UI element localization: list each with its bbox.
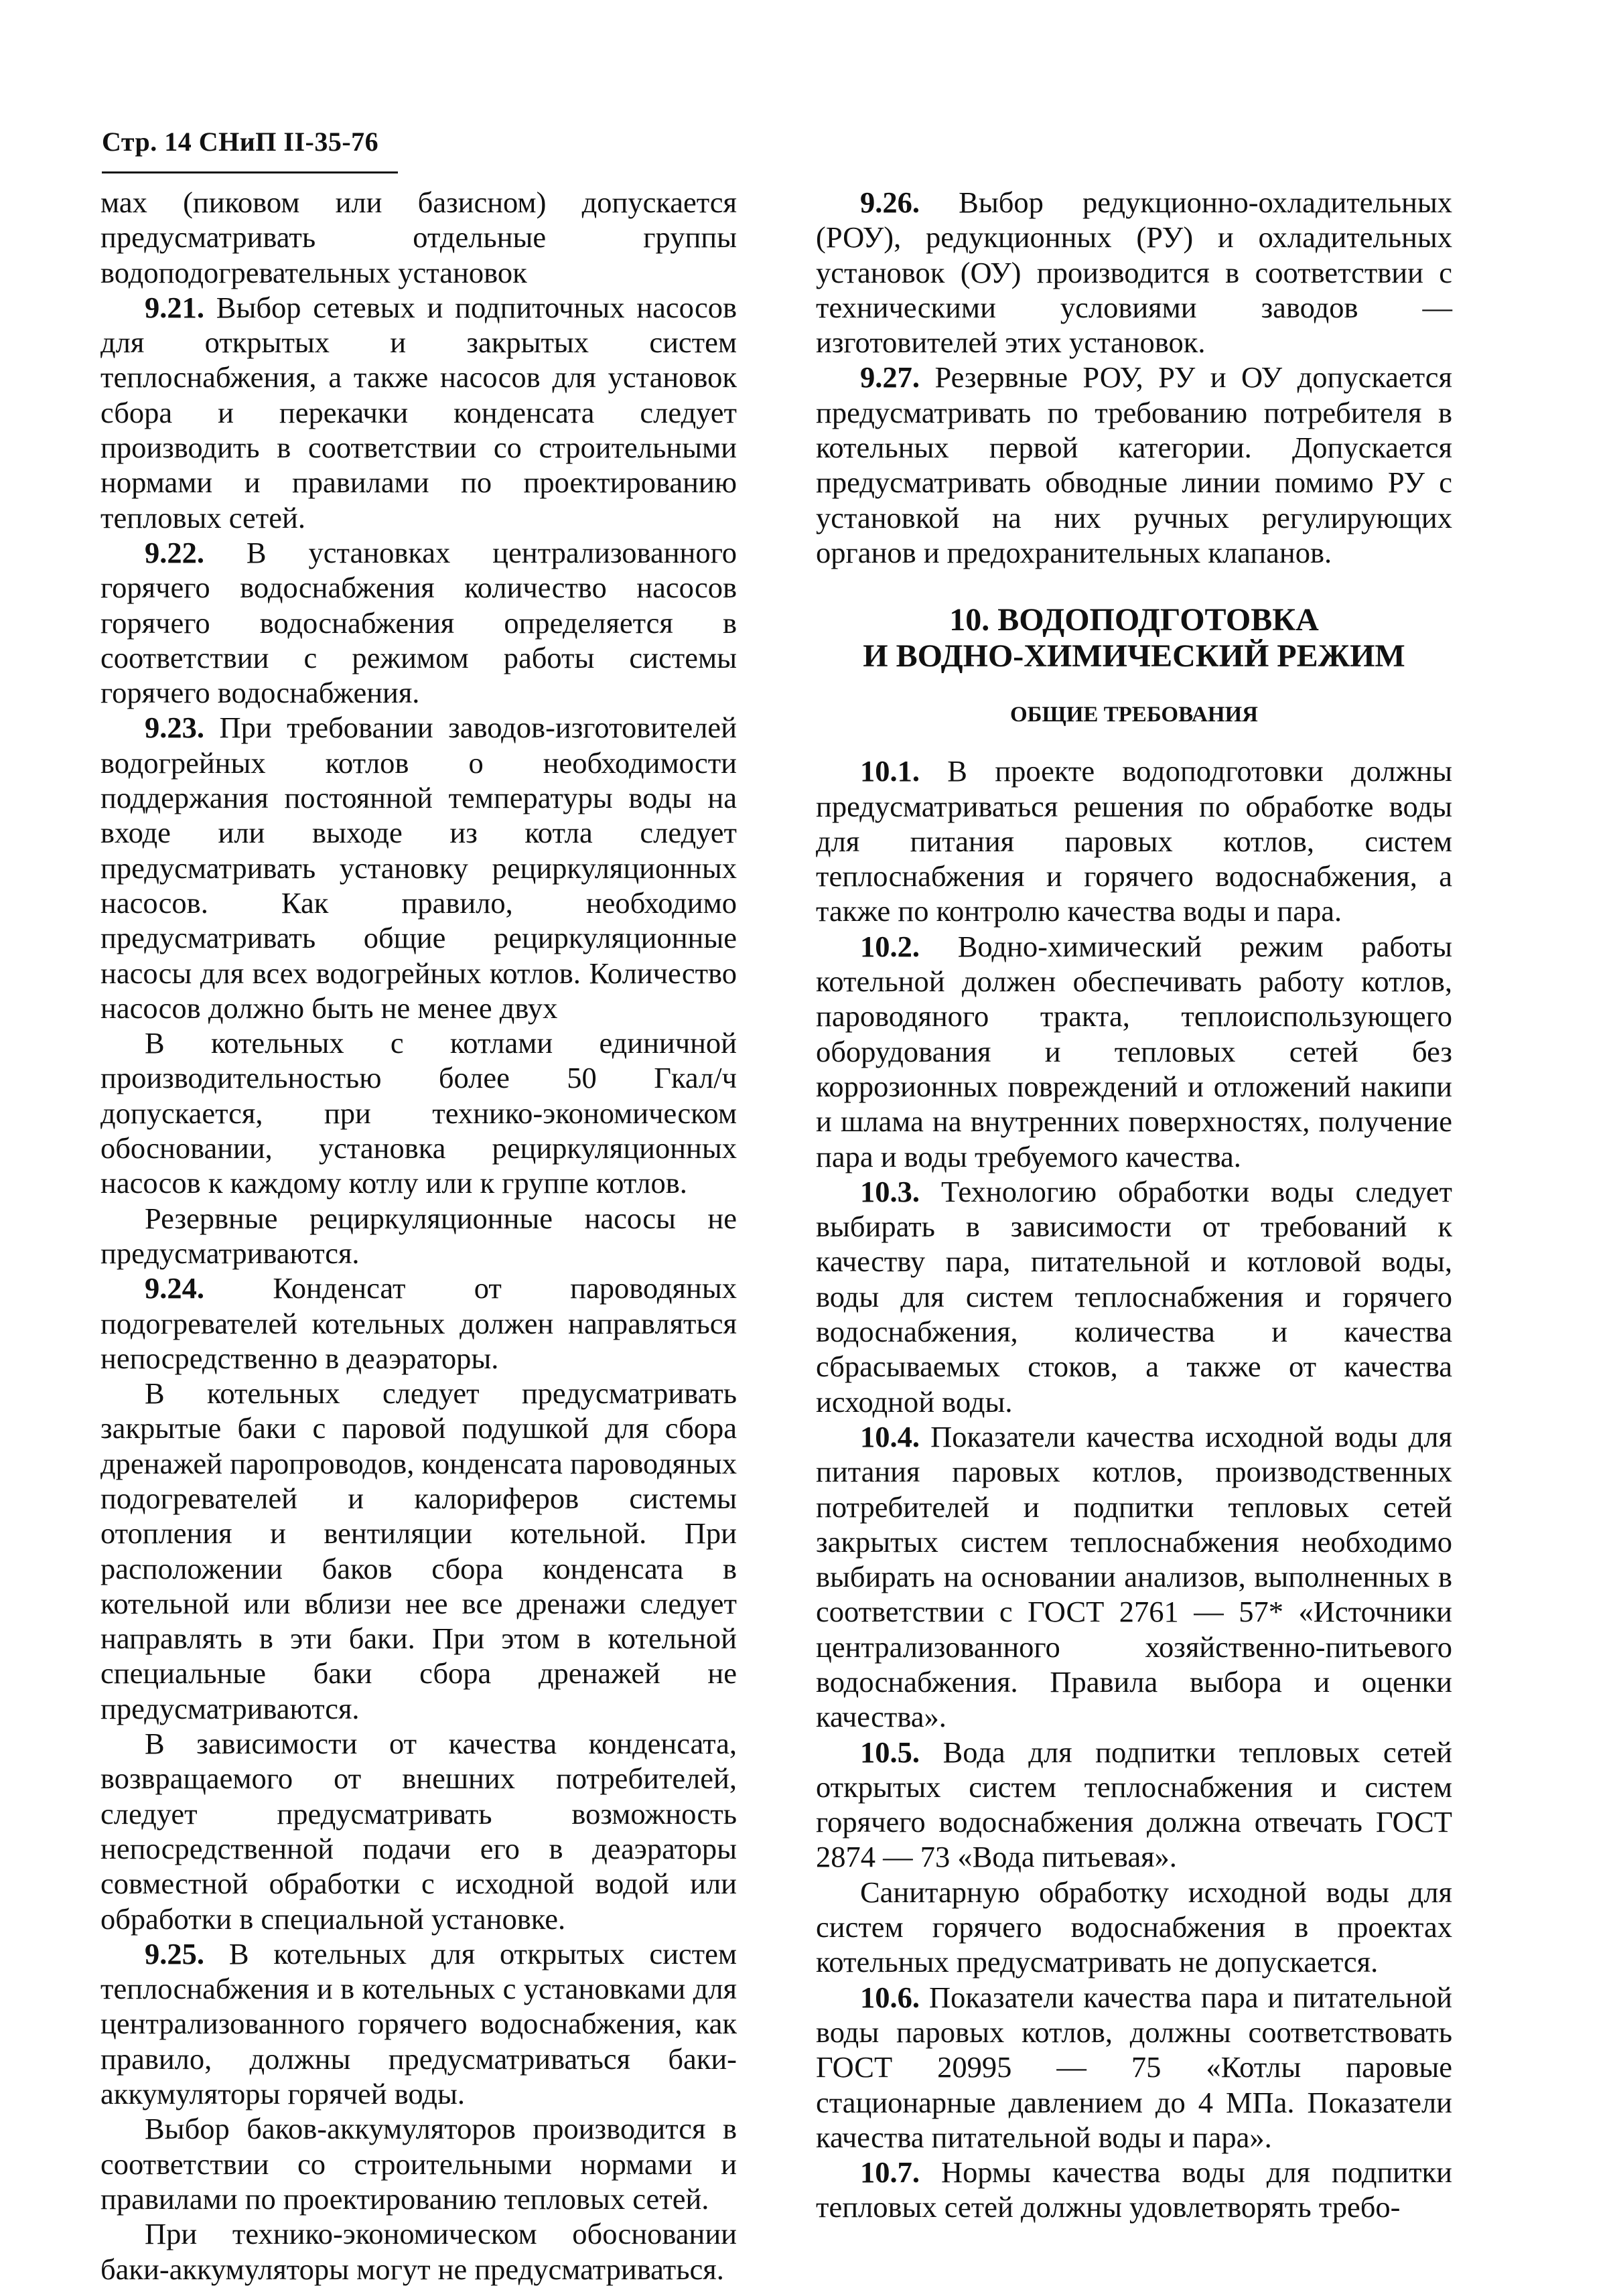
paragraph-text: Выбор редукционно-охладительных (РОУ), редукционных (РУ) и охладительных установок (ОУ) производится в соответствии с техническими условиями заводов — изготовителей этих установок. bbox=[816, 186, 1452, 360]
clause-number: 9.23. bbox=[145, 711, 204, 745]
paragraph-text: Показатели качества пара и питательной воды паровых котлов, должны соответствовать ГОСТ 20995 — 75 «Котлы паровые стационарные давлением до 4 МПа. Показатели качества питательной воды и пара». bbox=[816, 1980, 1452, 2154]
paragraph-text: В проекте водоподготовки должны предусматриваться решения по обработке воды для питания паровых котлов, систем теплоснабжения и горячего водоснабжения, а также по контролю качества воды и пара. bbox=[816, 754, 1452, 928]
paragraph bbox=[100, 2111, 737, 2216]
left-column bbox=[100, 185, 737, 2287]
paragraph-text: При требовании заводов-изготовителей водогрейных котлов о необходимости поддержания постоянной температуры воды на входе или выходе из котла следует предусматривать установку рециркуляционных насосов. Как правило, необходимо предусматривать общие рециркуляционные насосы для всех водогрейных котлов. Количество насосов должно быть не менее двух bbox=[100, 711, 737, 1025]
paragraph-text: В котельных следует предусматривать закрытые баки с паровой подушкой для сбора дренажей паропроводов, конденсата пароводяных подогревателей и калориферов системы отопления и вентиляции котельной. При расположении баков сбора конденсата в котельной или вблизи нее все дренажи следует направлять в эти баки. При этом в котельной специальные баки сбора дренажей не предусматриваются. bbox=[100, 1376, 737, 1725]
paragraph-text: Резервные рециркуляционные насосы не предусматриваются. bbox=[100, 1201, 737, 1270]
paragraph bbox=[100, 1201, 737, 1271]
paragraph bbox=[816, 1419, 1452, 1735]
header-rule bbox=[102, 171, 398, 173]
paragraph-text: Выбор сетевых и подпиточных насосов для открытых и закрытых систем теплоснабжения, а также насосов для установок сбора и перекачки конденсата следует производить в соответствии со строительными нормами и правилами по проектированию тепловых сетей. bbox=[100, 290, 737, 534]
right-column bbox=[816, 185, 1452, 2225]
paragraph bbox=[816, 1875, 1452, 1980]
page-header: Стр. 14 СНиП II-35-76 bbox=[102, 127, 379, 157]
section-title bbox=[816, 602, 1452, 674]
paragraph bbox=[816, 1980, 1452, 2155]
paragraph bbox=[100, 2216, 737, 2287]
paragraph-text: Конденсат от пароводяных подогревателей котельных должен направляться непосредственно в деаэраторы. bbox=[100, 1271, 737, 1375]
paragraph-text: При технико-экономическом обосновании баки-аккумуляторы могут не предусматриваться. bbox=[100, 2217, 737, 2286]
paragraph-text: Вода для подпитки тепловых сетей открытых систем теплоснабжения и систем горячего водоснабжения должна отвечать ГОСТ 2874 — 73 «Вода питьевая». bbox=[816, 1735, 1452, 1874]
paragraph bbox=[100, 535, 737, 710]
paragraph-text: Водно-химический режим работы котельной должен обеспечивать работу котлов, пароводяного тракта, теплоиспользующего оборудования и тепловых сетей без коррозионных повреждений и отложений накипи и шлама на внутренних поверхностях, получение пара и воды требуемого качества. bbox=[816, 929, 1452, 1173]
paragraph-text: В котельных с котлами единичной производительностью более 50 Гкал/ч допускается, при технико-экономическом обосновании, установка рециркуляционных насосов к каждому котлу или к группе котлов. bbox=[100, 1026, 737, 1200]
paragraph-text: Показатели качества исходной воды для питания паровых котлов, производственных потребителей и подпитки тепловых сетей закрытых систем теплоснабжения необходимо выбирать на основании анализов, выполненных в соответствии с ГОСТ 2761 — 57* «Источники централизованного хозяйственно-питьевого водоснабжения. Правила выбора и оценки качества». bbox=[816, 1419, 1452, 1734]
paragraph bbox=[100, 1936, 737, 2111]
paragraph bbox=[816, 1735, 1452, 1875]
clause-number: 9.22. bbox=[145, 535, 204, 569]
paragraph bbox=[816, 929, 1452, 1174]
clause-number: 10.3. bbox=[860, 1174, 920, 1208]
clause-number: 9.21. bbox=[145, 290, 204, 324]
paragraph-text: Выбор баков-аккумуляторов производится в соответствии со строительными нормами и правилами по проектированию тепловых сетей. bbox=[100, 2112, 737, 2216]
paragraph-text: Санитарную обработку исходной воды для систем горячего водоснабжения в проектах котельных предусматривать не допускается. bbox=[816, 1875, 1452, 1979]
section-subtitle: ОБЩИЕ ТРЕБОВАНИЯ bbox=[1009, 703, 1259, 727]
paragraph-text: В котельных для открытых систем теплоснабжения и в котельных с установками для централизованного горячего водоснабжения, как правило, должны предусматриваться баки-аккумуляторы горячей воды. bbox=[100, 1936, 737, 2111]
section-title-line: 10. ВОДОПОДГОТОВКА bbox=[949, 602, 1319, 638]
clause-number: 10.1. bbox=[860, 754, 920, 788]
paragraph-text: Технологию обработки воды следует выбирать в зависимости от требований к качеству пара, питательной и котловой воды, воды для систем теплоснабжения и горячего водоснабжения, количества и качества сбрасываемых стоков, а также от качества исходной воды. bbox=[816, 1174, 1452, 1419]
paragraph bbox=[816, 185, 1452, 360]
clause-number: 9.27. bbox=[860, 360, 920, 394]
paragraph bbox=[100, 1271, 737, 1376]
paragraph bbox=[100, 1726, 737, 1936]
paragraph bbox=[816, 754, 1452, 928]
paragraph bbox=[100, 710, 737, 1025]
section-title-line: И ВОДНО-ХИМИЧЕСКИЙ РЕЖИМ bbox=[863, 638, 1405, 674]
paragraph bbox=[816, 1174, 1452, 1419]
paragraph bbox=[100, 1376, 737, 1726]
paragraph bbox=[100, 290, 737, 535]
paragraph-text: Резервные РОУ, РУ и ОУ допускается предусматривать по требованию потребителя в котельных первой категории. Допускается предусматривать обводные линии помимо РУ с установкой на них ручных регулирующих органов и предохранительных клапанов. bbox=[816, 360, 1452, 569]
clause-number: 10.6. bbox=[860, 1980, 920, 2014]
paragraph bbox=[816, 360, 1452, 570]
clause-number: 9.25. bbox=[145, 1936, 204, 1970]
clause-number: 10.7. bbox=[860, 2155, 920, 2190]
clause-number: 10.4. bbox=[860, 1419, 920, 1453]
paragraph bbox=[100, 1025, 737, 1200]
clause-number: 9.24. bbox=[145, 1271, 204, 1305]
paragraph-text: В зависимости от качества конденсата, возвращаемого от внешних потребителей, следует предусматривать возможность непосредственной подачи его в деаэраторы совместной обработки с исходной водой или обработки в специальной установке. bbox=[100, 1727, 737, 1936]
paragraph bbox=[816, 2155, 1452, 2225]
paragraph bbox=[100, 185, 737, 290]
paragraph-text: мах (пиковом или базисном) допускается предусматривать отдельные группы водоподогревательных установок bbox=[100, 186, 737, 289]
clause-number: 10.2. bbox=[860, 929, 920, 963]
paragraph-text: Нормы качества воды для подпитки тепловых сетей должны удовлетворять требо- bbox=[816, 2155, 1452, 2224]
clause-number: 9.26. bbox=[860, 186, 920, 219]
clause-number: 10.5. bbox=[860, 1735, 920, 1769]
paragraph-text: В установках централизованного горячего водоснабжения количество насосов горячего водоснабжения определяется в соответствии с режимом работы системы горячего водоснабжения. bbox=[100, 535, 737, 710]
